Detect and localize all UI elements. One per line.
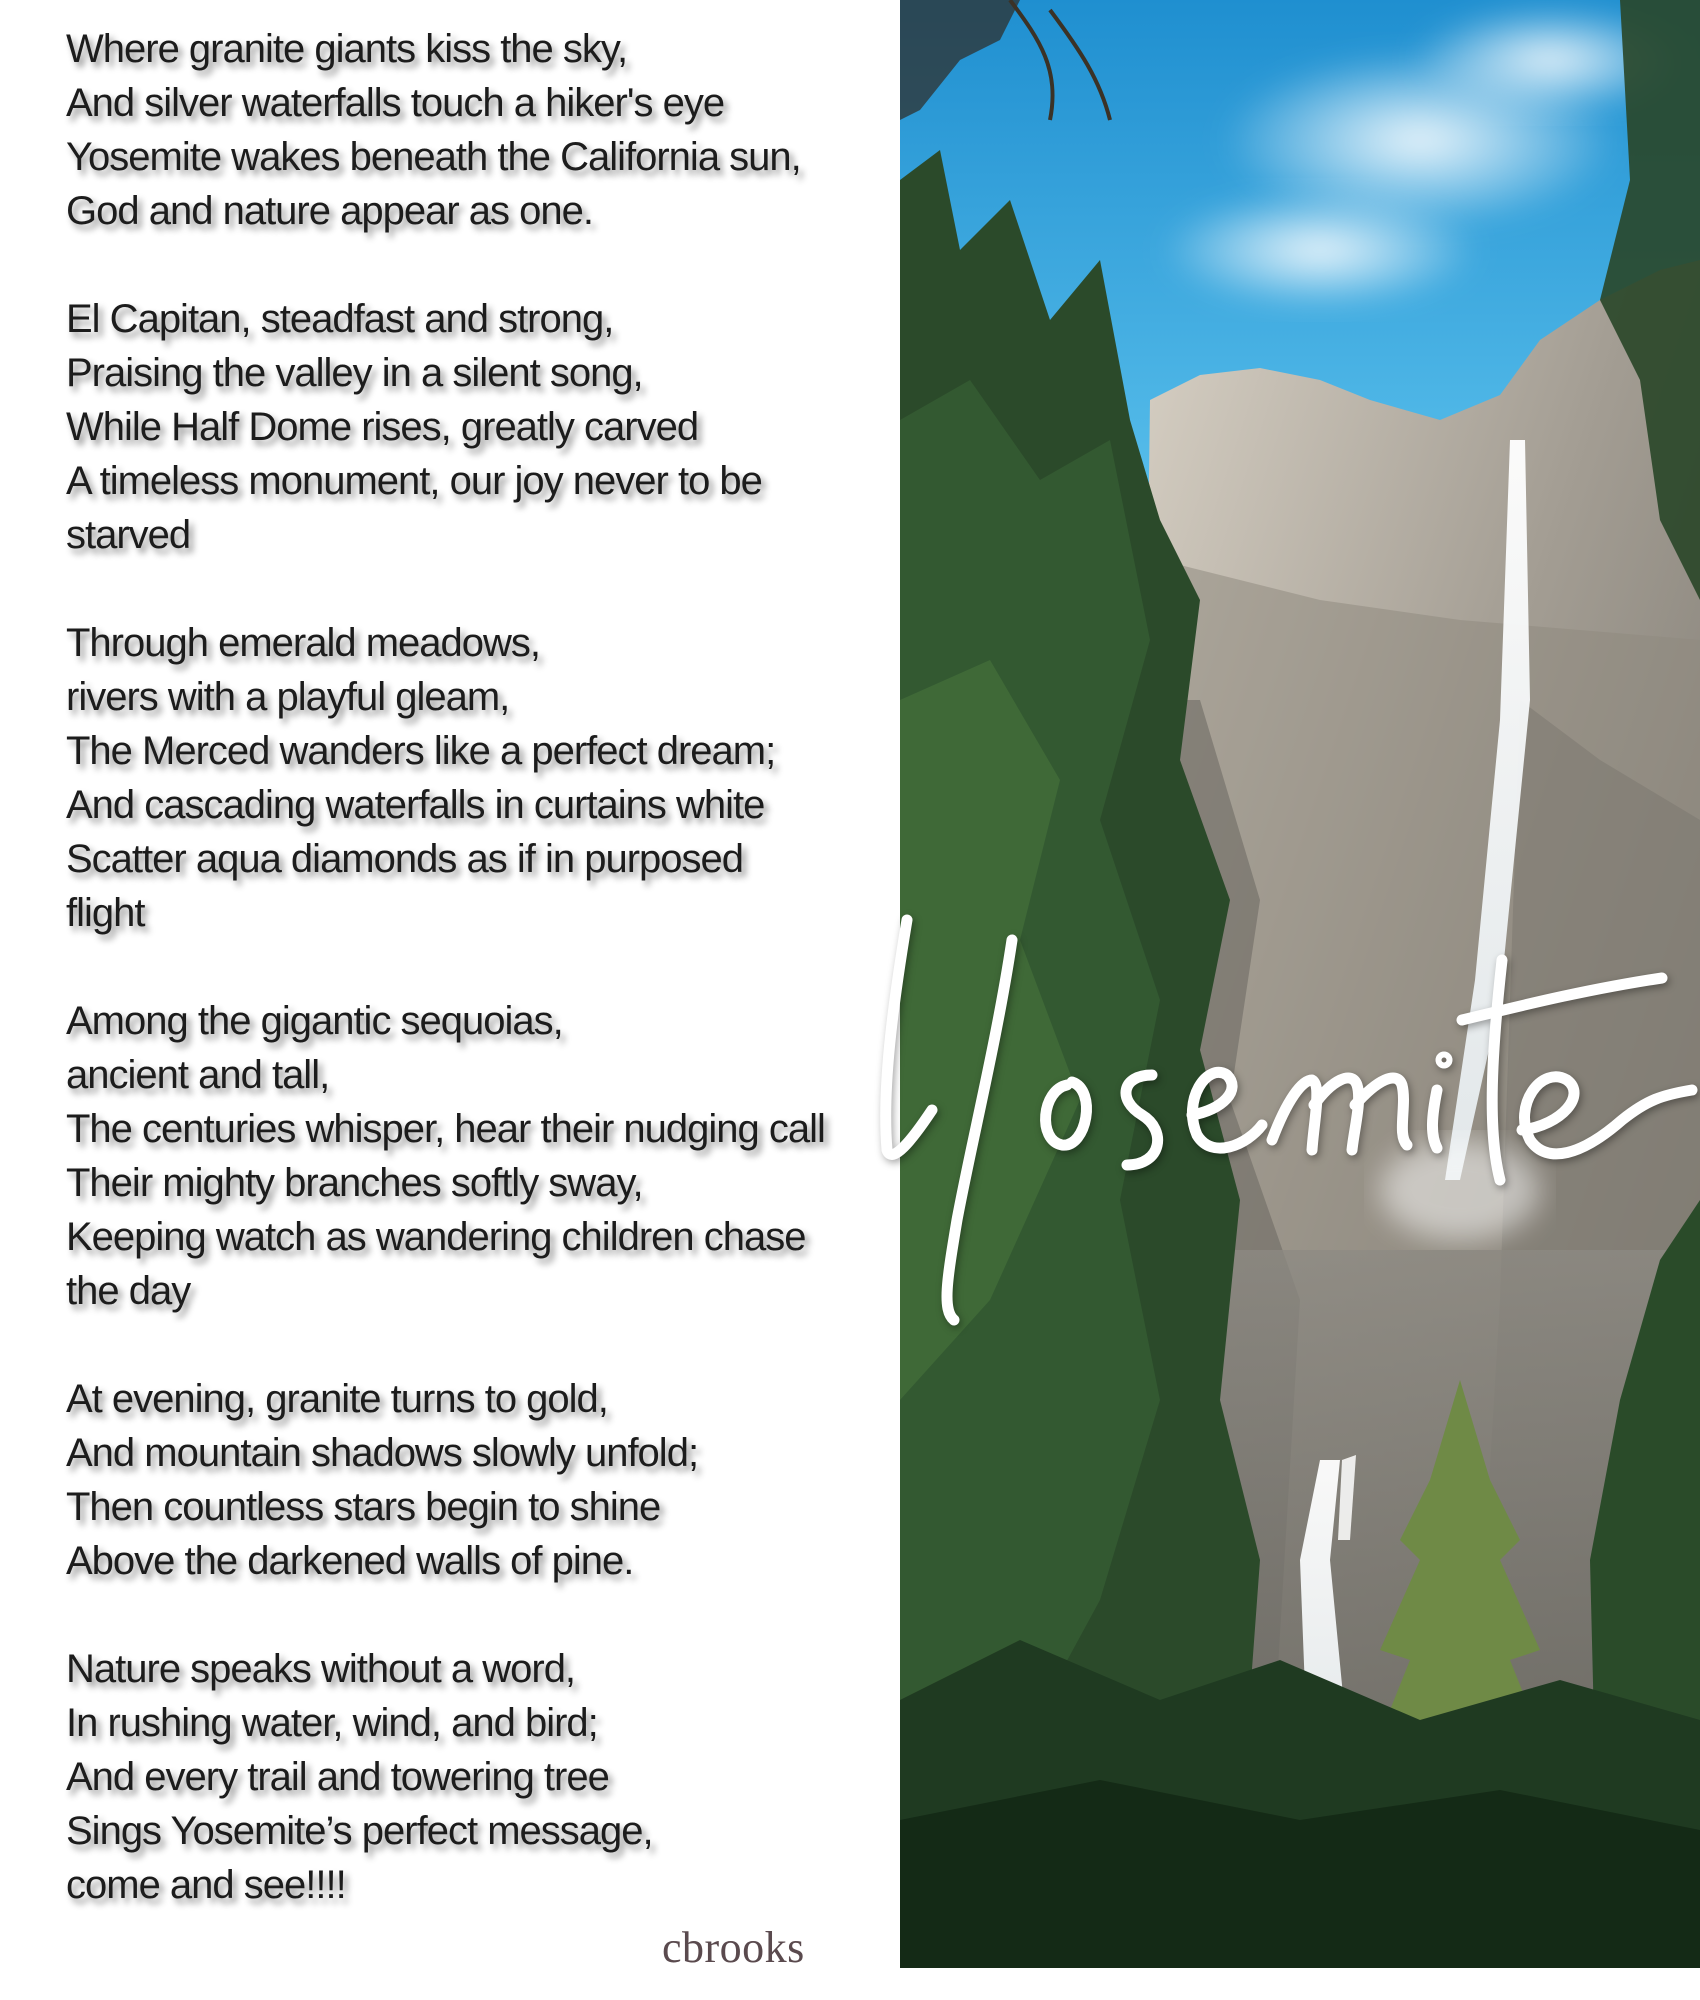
poem-stanza-2 (66, 292, 866, 562)
poem-text (66, 22, 866, 1912)
poem-line: Nature speaks without a word, (66, 1647, 576, 1691)
poem-line: Their mighty branches softly sway, (66, 1161, 643, 1205)
poem-line: the day (66, 1269, 191, 1313)
poem-line: Keeping watch as wandering children chase (66, 1215, 806, 1259)
poem-stanza-1 (66, 22, 866, 238)
poem-line: Above the darkened walls of pine. (66, 1539, 634, 1583)
poem-line: Sings Yosemite’s perfect message, (66, 1809, 653, 1853)
poem-line: El Capitan, steadfast and strong, (66, 297, 614, 341)
poem-line: rivers with a playful gleam, (66, 675, 510, 719)
poem-line: While Half Dome rises, greatly carved (66, 405, 699, 449)
poem-line: The centuries whisper, hear their nudging call (66, 1107, 825, 1151)
poem-line: Scatter aqua diamonds as if in purposed (66, 837, 743, 881)
author-signature: cbrooks (662, 1923, 805, 1972)
poem-line: come and see!!!! (66, 1863, 346, 1907)
poem-line: And every trail and towering tree (66, 1755, 609, 1799)
poem-line: In rushing water, wind, and bird; (66, 1701, 598, 1745)
poem-line: Among the gigantic sequoias, (66, 999, 563, 1043)
poem-stanza-6 (66, 1642, 866, 1912)
poem-line: And silver waterfalls touch a hiker's eye (66, 81, 725, 125)
poem-stanza-3 (66, 616, 866, 940)
poem-line: starved (66, 513, 191, 557)
poem-line: flight (66, 891, 145, 935)
poem-line: God and nature appear as one. (66, 189, 593, 233)
poem-line: Where granite giants kiss the sky, (66, 27, 628, 71)
poem-line: At evening, granite turns to gold, (66, 1377, 608, 1421)
poem-line: Then countless stars begin to shine (66, 1485, 661, 1529)
poem-line: And mountain shadows slowly unfold; (66, 1431, 699, 1475)
poem-line: The Merced wanders like a perfect dream; (66, 729, 776, 773)
poem-line: ancient and tall, (66, 1053, 330, 1097)
yosemite-script-title (862, 890, 1700, 1350)
poem-stanza-5 (66, 1372, 866, 1588)
poem-line: A timeless monument, our joy never to be (66, 459, 762, 503)
poem-stanza-4 (66, 994, 866, 1318)
poem-line: Praising the valley in a silent song, (66, 351, 643, 395)
poem-line: Through emerald meadows, (66, 621, 541, 665)
poem-line: And cascading waterfalls in curtains white (66, 783, 765, 827)
poem-line: Yosemite wakes beneath the California sun, (66, 135, 801, 179)
